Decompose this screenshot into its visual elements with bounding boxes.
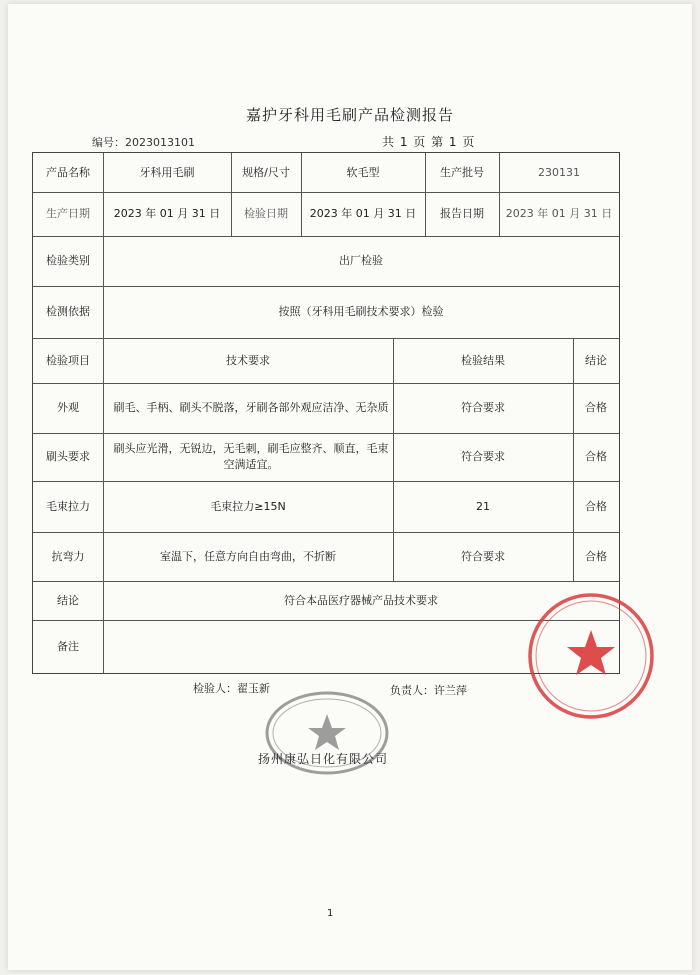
inspect-date-value: 2023 年 01 月 31 日	[309, 207, 417, 220]
item-result: 21	[476, 499, 490, 513]
qc-department-seal-icon	[525, 590, 657, 722]
responsible-signature: 负责人：许兰萍	[390, 684, 467, 697]
category-value: 出厂检验	[339, 254, 383, 267]
verdict-header: 结论	[585, 353, 607, 367]
remarks-label: 备注	[57, 639, 79, 653]
basis-label: 检测依据	[46, 305, 90, 318]
report-date-label: 报告日期	[440, 207, 484, 220]
inspect-date-label: 检验日期	[244, 207, 288, 220]
item-requirement: 室温下，任意方向自由弯曲，不折断	[160, 549, 336, 563]
inspector-signature: 检验人：翟玉新	[193, 682, 270, 695]
item-header: 检验项目	[46, 353, 90, 367]
spec-value: 软毛型	[346, 165, 380, 179]
item-name: 毛束拉力	[46, 499, 90, 513]
item-name: 抗弯力	[51, 549, 85, 563]
item-name: 刷头要求	[46, 450, 90, 463]
report-date-value: 2023 年 01 月 31 日	[505, 207, 613, 220]
basis-value: 按照（牙科用毛刷技术要求）检验	[278, 305, 444, 318]
item-verdict: 合格	[585, 401, 607, 414]
spec-label: 规格/尺寸	[242, 165, 290, 179]
report-title: 嘉护牙科用毛刷产品检测报告	[245, 106, 454, 124]
item-requirement: 刷毛、手柄、刷头不脱落，牙刷各部外观应洁净、无杂质	[113, 401, 389, 414]
item-requirement: 刷头应光滑，无锐边，无毛刺，刷毛应整齐、顺直，毛束空满适宜。	[113, 442, 389, 471]
item-verdict: 合格	[585, 549, 607, 563]
page-count: 共 1 页 第 1 页	[382, 135, 476, 149]
item-requirement: 毛束拉力≥15N	[210, 499, 286, 513]
requirement-header: 技术要求	[226, 353, 270, 367]
conclusion-value: 符合本品医疗器械产品技术要求	[284, 593, 438, 607]
batch-label: 生产批号	[440, 165, 484, 179]
item-name: 外观	[57, 401, 79, 414]
company-name: 扬州康弘日化有限公司	[258, 752, 389, 766]
page-number: 1	[327, 908, 334, 919]
report-number: 编号：2023013101	[92, 136, 195, 149]
prod-date-value: 2023 年 01 月 31 日	[113, 207, 221, 220]
product-name-value: 牙科用毛刷	[139, 165, 195, 179]
item-verdict: 合格	[585, 499, 607, 513]
item-result: 符合要求	[461, 450, 505, 463]
batch-value: 230131	[538, 165, 580, 179]
prod-date-label: 生产日期	[46, 207, 90, 220]
product-name-label: 产品名称	[46, 165, 90, 179]
conclusion-label: 结论	[57, 593, 79, 607]
item-verdict: 合格	[585, 450, 607, 463]
item-result: 符合要求	[461, 401, 505, 414]
result-header: 检验结果	[461, 353, 505, 367]
category-label: 检验类别	[46, 254, 90, 267]
item-result: 符合要求	[461, 549, 505, 563]
